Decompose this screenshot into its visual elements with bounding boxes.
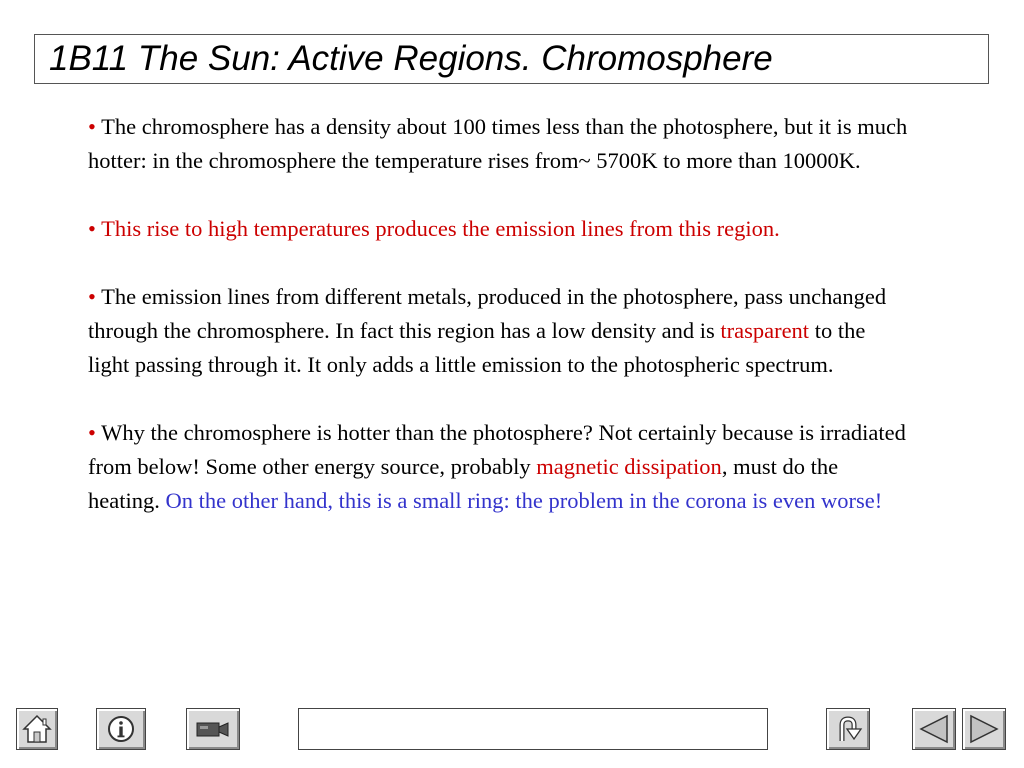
paragraph-heating	[88, 416, 908, 518]
bullet: •	[88, 114, 96, 139]
return-icon	[833, 713, 863, 745]
previous-arrow-icon	[917, 713, 951, 745]
next-arrow-icon	[967, 713, 1001, 745]
title-box	[34, 34, 989, 84]
paragraph-text: The chromosphere has a density about 100 times less than the photosphere, but it is much hotter: in the chromosphere the temperature rises from~ 5700K to more than 10000K.	[88, 114, 908, 173]
paragraph-text: , must do the heating.	[88, 454, 839, 513]
info-icon	[106, 714, 136, 744]
return-button[interactable]	[826, 708, 870, 750]
slide-title: 1B11 The Sun: Active Regions. Chromosphere	[49, 39, 773, 78]
highlight-magnetic-dissipation: magnetic dissipation	[536, 454, 722, 479]
home-button[interactable]	[16, 708, 58, 750]
paragraph-text: to the light passing through it. It only adds a little emission to the photospheric spectrum.	[88, 318, 866, 377]
slide-content	[88, 110, 908, 552]
home-icon	[21, 713, 53, 745]
paragraph-density	[88, 110, 908, 178]
paragraph-text: Why the chromosphere is hotter than the photosphere? Not certainly because is irradiated from below! Some other energy source, probably	[88, 420, 906, 479]
bullet: •	[88, 216, 96, 241]
camera-button[interactable]	[186, 708, 240, 750]
paragraph-emission-lines	[88, 212, 908, 246]
highlight-trasparent: trasparent	[720, 318, 810, 343]
camera-icon	[194, 718, 232, 740]
paragraph-text: This rise to high temperatures produces the emission lines from this region.	[101, 216, 780, 241]
highlight-corona-note: On the other hand, this is a small ring: the problem in the corona is even worse!	[165, 488, 883, 513]
search-text-field[interactable]	[298, 708, 768, 750]
next-button[interactable]	[962, 708, 1006, 750]
bullet: •	[88, 420, 96, 445]
paragraph-text: The emission lines from different metals, produced in the photosphere, pass unchanged through the chromosphere. In fact this region has a low density and is	[88, 284, 887, 343]
paragraph-metals	[88, 280, 908, 382]
info-button[interactable]	[96, 708, 146, 750]
bullet: •	[88, 284, 96, 309]
previous-button[interactable]	[912, 708, 956, 750]
